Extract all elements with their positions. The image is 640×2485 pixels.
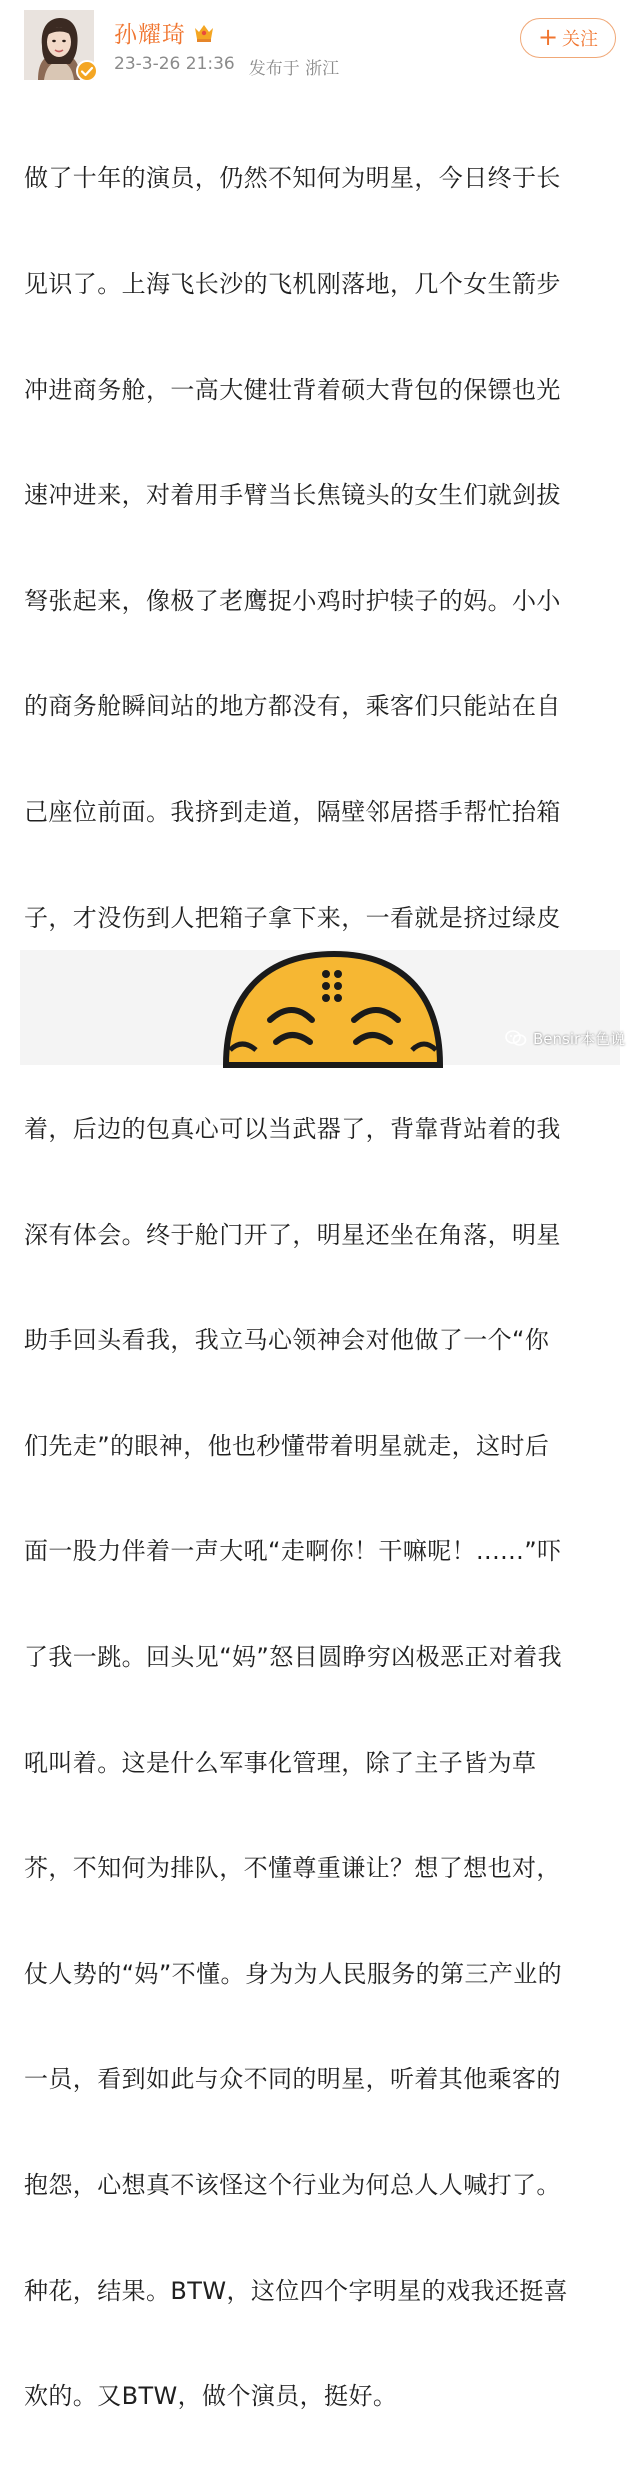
verified-badge-icon bbox=[76, 60, 98, 82]
post-line: 速冲进来，对着用手臂当长焦镜头的女生们就剑拔 bbox=[24, 481, 561, 510]
post-line: 抱怨，心想真不该怪这个行业为何总人人喊打了。 bbox=[24, 2170, 561, 2199]
follow-button-label: 关注 bbox=[562, 29, 599, 50]
post-line: 芥，不知何为排队，不懂尊重谦让？想了想也对， bbox=[24, 1854, 561, 1883]
author-avatar-wrapper[interactable] bbox=[24, 10, 94, 80]
post-line: 了我一跳。回头见“妈”怒目圆睁穷凶极恶正对着我 bbox=[24, 1642, 563, 1671]
watermark bbox=[505, 1026, 625, 1050]
post-meta bbox=[114, 54, 339, 79]
post-line: 一员，看到如此与众不同的明星，听着其他乘客的 bbox=[24, 2065, 561, 2094]
post-line: 的商务舱瞬间站的地方都没有，乘客们只能站在自 bbox=[24, 692, 561, 721]
post-location: 发布于 浙江 bbox=[248, 59, 340, 79]
post-line: 欢的。又BTW，做个演员，挺好。 bbox=[24, 2382, 398, 2411]
follow-button[interactable] bbox=[520, 18, 616, 58]
plus-icon: + bbox=[537, 23, 559, 51]
post-time: 23-3-26 21:36 bbox=[114, 54, 235, 74]
post-line: 深有体会。终于舱门开了，明星还坐在角落，明星 bbox=[24, 1220, 561, 1249]
post-line: 子，才没伤到人把箱子拿下来，一看就是挤过绿皮 bbox=[24, 903, 561, 932]
wechat-icon bbox=[505, 1029, 527, 1047]
post-line: 仗人势的“妈”不懂。身为为人民服务的第三产业的 bbox=[24, 1959, 563, 1988]
post-body bbox=[24, 91, 618, 2485]
watermark-text: Bensir本色说 bbox=[533, 1029, 626, 1048]
post-line: 助手回头看我，我立马心领神会对他做了一个“你 bbox=[24, 1326, 550, 1355]
post-line: 种花，结果。BTW，这位四个字明星的戏我还挺喜 bbox=[24, 2276, 569, 2305]
post-line: 冲进商务舱，一高大健壮背着硕大背包的保镖也光 bbox=[24, 375, 561, 404]
post-line: 弩张起来，像极了老鹰捉小鸡时护犊子的妈。小小 bbox=[24, 586, 561, 615]
post-line: 见识了。上海飞长沙的飞机刚落地，几个女生箭步 bbox=[24, 270, 561, 299]
author-name[interactable]: 孙耀琦 bbox=[114, 21, 186, 48]
post-header bbox=[0, 0, 640, 92]
post-line: 做了十年的演员，仍然不知何为明星，今日终于长 bbox=[24, 164, 561, 193]
post-line: 们先走”的眼神，他也秒懂带着明星就走，这时后 bbox=[24, 1431, 550, 1460]
post-line: 着，后边的包真心可以当武器了，背靠背站着的我 bbox=[24, 1114, 561, 1143]
post-line: 吼叫着。这是什么军事化管理，除了主子皆为草 bbox=[24, 1748, 537, 1777]
author-name-row bbox=[114, 16, 216, 48]
post-line: 面一股力伴着一声大吼“走啊你！干嘛呢！......”吓 bbox=[24, 1537, 562, 1566]
vip-crown-icon bbox=[192, 21, 216, 43]
post-line: 己座位前面。我挤到走道，隔壁邻居搭手帮忙抬箱 bbox=[24, 798, 561, 827]
